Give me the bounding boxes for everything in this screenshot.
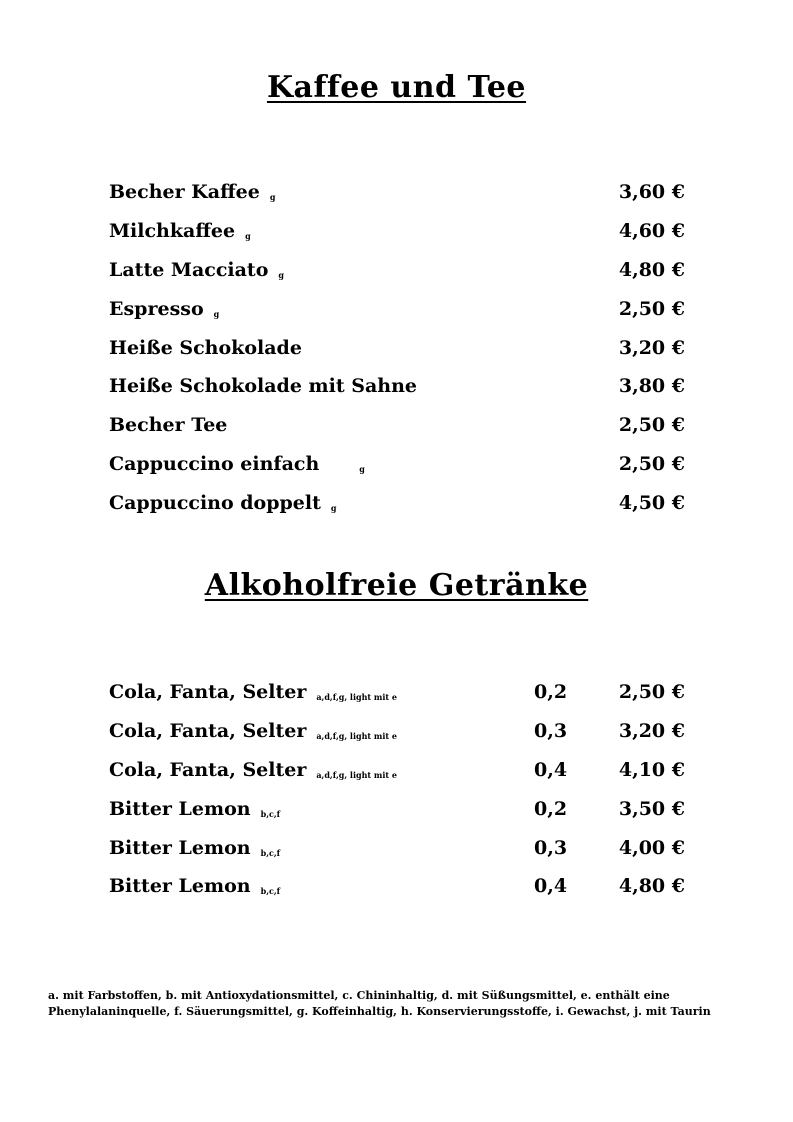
menu-item [0,678,793,706]
menu-item [0,450,793,478]
item-price: 3,20 € [618,337,685,359]
item-price: 3,80 € [618,375,685,397]
section-title-coffee-text: Kaffee und Tee [266,70,527,105]
item-name: Bitter Lemon b,c,f [109,875,281,897]
menu-item [0,256,793,284]
menu-item [0,795,793,823]
menu-item [0,334,793,362]
item-allergens: g [330,503,337,513]
item-name: Heiße Schokolade [109,337,302,359]
item-name: Latte Macciato g [109,259,284,281]
item-price: 2,50 € [618,453,685,475]
menu-item [0,295,793,323]
item-price: 4,80 € [618,875,685,897]
item-name: Bitter Lemon b,c,f [109,837,281,859]
item-allergens: b,c,f [260,886,281,896]
item-allergens: g [269,192,276,202]
item-name: Heiße Schokolade mit Sahne [109,375,417,397]
menu-item [0,217,793,245]
section-title-soft-drinks-text: Alkoholfreie Getränke [204,568,589,603]
menu-item [0,717,793,745]
item-name: Cola, Fanta, Selter a,d,f,g, light mit e [109,681,397,703]
item-size: 0,3 [534,720,568,742]
menu-item [0,489,793,517]
section-title-coffee [0,70,793,106]
item-allergens: a,d,f,g, light mit e [316,731,397,741]
menu-item [0,178,793,206]
item-size: 0,2 [534,681,568,703]
item-name: Cappuccino einfach g [109,453,365,475]
menu-item [0,756,793,784]
allergen-footnote: a. mit Farbstoffen, b. mit Antioxydationsmittel, c. Chininhaltig, d. mit Süßungsmittel, e. enthält eine Phenylalaninquelle, f. Säuerungsmittel, g. Koffeinhaltig, h. Konservierungsstoffe, i. Gewachst, j. mit Taurin [48,989,711,1018]
item-size: 0,2 [534,798,568,820]
section-title-soft-drinks [0,568,793,604]
item-price: 3,50 € [618,798,685,820]
item-allergens: a,d,f,g, light mit e [316,692,397,702]
item-size: 0,4 [534,759,568,781]
item-allergens: a,d,f,g, light mit e [316,770,397,780]
item-allergens: g [245,231,251,241]
item-size: 0,3 [534,837,568,859]
menu-item [0,372,793,400]
menu-item [0,834,793,862]
item-allergens: g [359,464,365,474]
item-allergens: g [278,270,284,280]
item-price: 2,50 € [618,414,685,436]
item-name: Bitter Lemon b,c,f [109,798,281,820]
item-price: 4,50 € [618,492,685,514]
item-allergens: b,c,f [260,848,281,858]
item-size: 0,4 [534,875,568,897]
item-name: Milchkaffee g [109,220,251,242]
item-name: Cola, Fanta, Selter a,d,f,g, light mit e [109,759,397,781]
item-name: Cola, Fanta, Selter a,d,f,g, light mit e [109,720,397,742]
item-price: 4,60 € [618,220,685,242]
item-name: Cappuccino doppelt g [109,492,337,514]
item-price: 2,50 € [618,298,685,320]
item-name: Becher Kaffee g [109,181,276,203]
item-price: 4,80 € [618,259,685,281]
item-price: 4,00 € [618,837,685,859]
item-price: 3,20 € [618,720,685,742]
menu-item [0,411,793,439]
item-price: 3,60 € [618,181,685,203]
item-allergens: b,c,f [260,809,281,819]
item-price: 2,50 € [618,681,685,703]
item-price: 4,10 € [618,759,685,781]
item-name: Becher Tee [109,414,228,436]
item-name: Espresso g [109,298,220,320]
item-allergens: g [213,309,220,319]
menu-item [0,872,793,900]
